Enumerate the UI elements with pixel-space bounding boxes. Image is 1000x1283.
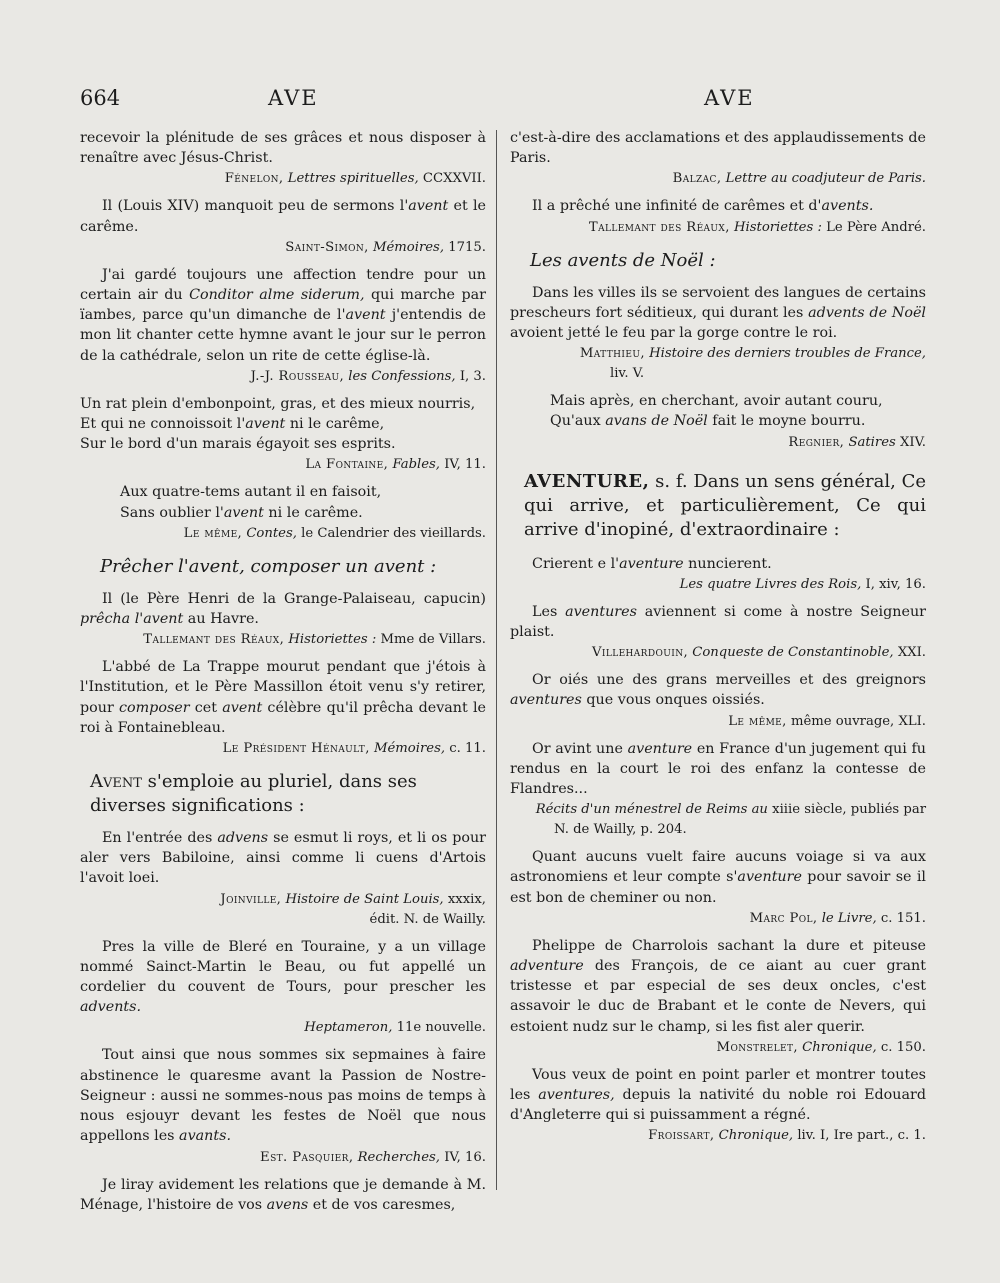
- quote-text: Dans les villes ils se servoient des langues de certains prescheurs fort séditieux, qui durant les advents de Noël avoient jetté le feu par la gorge contre le roi.: [510, 284, 926, 342]
- citation: Monstrelet, Chronique, c. 150.: [716, 1039, 926, 1055]
- quote-text: J'ai gardé toujours une affection tendre pour un certain air du Conditor alme siderum, qui marche par ïambes, parce qu'un dimanche de l'avent j'entendis de mon lit chanter cette hymne avant le jour sur le perron de la cathédrale, selon un rite de cette église-là.: [80, 266, 486, 364]
- verse-line: Un rat plein d'embonpoint, gras, et des mieux nourris,: [80, 395, 476, 412]
- quote-text: Crierent e l'aventure nuncierent.: [532, 555, 772, 572]
- citation: liv. V.: [610, 366, 645, 382]
- quote-text: Or oiés une des grans merveilles et des greignors aventures que vous onques oissiés.: [510, 672, 926, 709]
- citation: N. de Wailly, p. 204.: [554, 822, 687, 838]
- headword: AVENTURE,: [524, 470, 650, 492]
- quote-text: Il (le Père Henri de la Grange-Palaiseau, capucin) prêcha l'avent au Havre.: [80, 590, 486, 628]
- citation: Froissart, Chronique, liv. I, Ire part., c. 1.: [648, 1128, 926, 1144]
- quote-text: Il a prêché une infinité de carêmes et d'avents.: [532, 198, 874, 215]
- citation: Joinville, Histoire de Saint Louis, xxxix,: [220, 891, 486, 907]
- left-running-head: AVE: [268, 86, 319, 110]
- citation: J.-J. Rousseau, les Confessions, I, 3.: [250, 368, 486, 384]
- quote-text: Phelippe de Charrolois sachant la dure et piteuse adventure des François, de ce aiant au cuer grant tristesse et par especial de ses deux oncles, c'est assavoir le duc de Brabant et le conte de Nevers, qui estoient nudz sur le champ, si les fist aler querir.: [510, 937, 926, 1035]
- subheading: Les avents de Noël :: [530, 249, 716, 271]
- citation: Matthieu, Histoire des derniers troubles de France,: [579, 346, 926, 362]
- dictionary-entry-aventure: AVENTURE, s. f. Dans un sens général, Ce qui arrive, et particulièrement, Ce qui arrive d'inopiné, d'extraordinaire :: [524, 470, 926, 540]
- subheading: Avent s'emploie au pluriel, dans ses diverses significations :: [90, 771, 417, 817]
- quote-text: Pres la ville de Bleré en Touraine, y a un village nommé Sainct-Martin le Beau, ou fut appellé un cordelier du couvent de Tours, pour prescher les advents.: [80, 938, 486, 1016]
- citation: Fénelon, Lettres spirituelles, CCXXVII.: [224, 171, 486, 187]
- quote-text: Les aventures aviennent si come à nostre Seigneur plaist.: [510, 603, 926, 641]
- citation: Villehardouin, Conqueste de Constantinoble, XXI.: [591, 645, 926, 661]
- quote-text: En l'entrée des advens se esmut li roys, et li os pour aler vers Babiloine, ainsi comme li cuens d'Artois l'avoit loei.: [80, 830, 486, 887]
- verse-line: Qu'aux avans de Noël fait le moyne bourru.: [550, 413, 866, 430]
- column-divider: [496, 130, 497, 1190]
- quote-text: recevoir la plénitude de ses grâces et nous disposer à renaître avec Jésus-Christ.: [80, 130, 486, 167]
- quote-text: Vous veux de point en point parler et montrer toutes les aventures, depuis la nativité du noble roi Edouard d'Angleterre qui si puissamment a régné.: [510, 1066, 927, 1124]
- quote-text: c'est-à-dire des acclamations et des applaudissements de Paris.: [510, 130, 926, 167]
- citation: Marc Pol, le Livre, c. 151.: [749, 910, 926, 926]
- quote-text: Or avint une aventure en France d'un jugement qui fu rendus en la court le roi des enfanz la contesse de Flandres...: [510, 740, 926, 798]
- citation: Regnier, Satires XIV.: [788, 434, 926, 450]
- quote-text: Tout ainsi que nous sommes six sepmaines à faire abstinence le quaresme avant la Passion de Nostre-Seigneur : aussi ne sommes-nous pas moins de temps à nous esjouyr devant les festes de Noël que nous appellons les avants.: [80, 1047, 486, 1145]
- citation: Balzac, Lettre au coadjuteur de Paris.: [672, 171, 926, 187]
- verse-line: Sur le bord d'un marais égayoit ses esprits.: [80, 436, 396, 453]
- left-column: [80, 128, 486, 1215]
- citation: Est. Pasquier, Recherches, IV, 16.: [260, 1149, 486, 1165]
- citation: édit. N. de Wailly.: [369, 911, 486, 927]
- right-column: [510, 128, 926, 1153]
- citation: Heptameron, 11e nouvelle.: [304, 1020, 486, 1036]
- verse-line: Aux quatre-tems autant il en faisoit,: [120, 484, 382, 501]
- verse-line: Mais après, en cherchant, avoir autant couru,: [550, 393, 883, 410]
- running-header: [0, 86, 1000, 120]
- verse-line: Sans oublier l'avent ni le carême.: [120, 504, 363, 521]
- citation: Le Président Hénault, Mémoires, c. 11.: [222, 741, 486, 757]
- verse-line: Et qui ne connoissoit l'avent ni le carême,: [80, 416, 385, 433]
- citation: Saint-Simon, Mémoires, 1715.: [285, 239, 486, 255]
- citation: Tallemant des Réaux, Historiettes : Mme de Villars.: [143, 632, 486, 648]
- citation: Récits d'un ménestrel de Reims au xiiie siècle, publiés par: [535, 802, 926, 818]
- quote-text: Quant aucuns vuelt faire aucuns voiage si va aux astronomiens et leur compte s'aventure pour savoir se il est bon de cheminer ou non.: [510, 849, 926, 906]
- quote-text: Je liray avidement les relations que je demande à M. Ménage, l'histoire de vos avens et de vos caresmes,: [80, 1176, 486, 1213]
- quote-text: Il (Louis XIV) manquoit peu de sermons l'avent et le carême.: [80, 198, 486, 235]
- citation: La Fontaine, Fables, IV, 11.: [305, 457, 486, 473]
- page-number: 664: [80, 86, 121, 110]
- subheading: Prêcher l'avent, composer un avent :: [100, 555, 437, 577]
- right-running-head: AVE: [704, 86, 755, 110]
- quote-text: L'abbé de La Trappe mourut pendant que j'étois à l'Institution, et le Père Massillon étoit venu s'y retirer, pour composer cet avent célèbre qu'il prêcha devant le roi à Fontainebleau.: [80, 659, 486, 736]
- citation: Les quatre Livres des Rois, I, xiv, 16.: [679, 576, 926, 592]
- citation: Le même, même ouvrage, XLI.: [728, 713, 926, 729]
- citation: Tallemant des Réaux, Historiettes : Le Père André.: [588, 219, 926, 235]
- citation: Le même, Contes, le Calendrier des vieillards.: [183, 525, 486, 541]
